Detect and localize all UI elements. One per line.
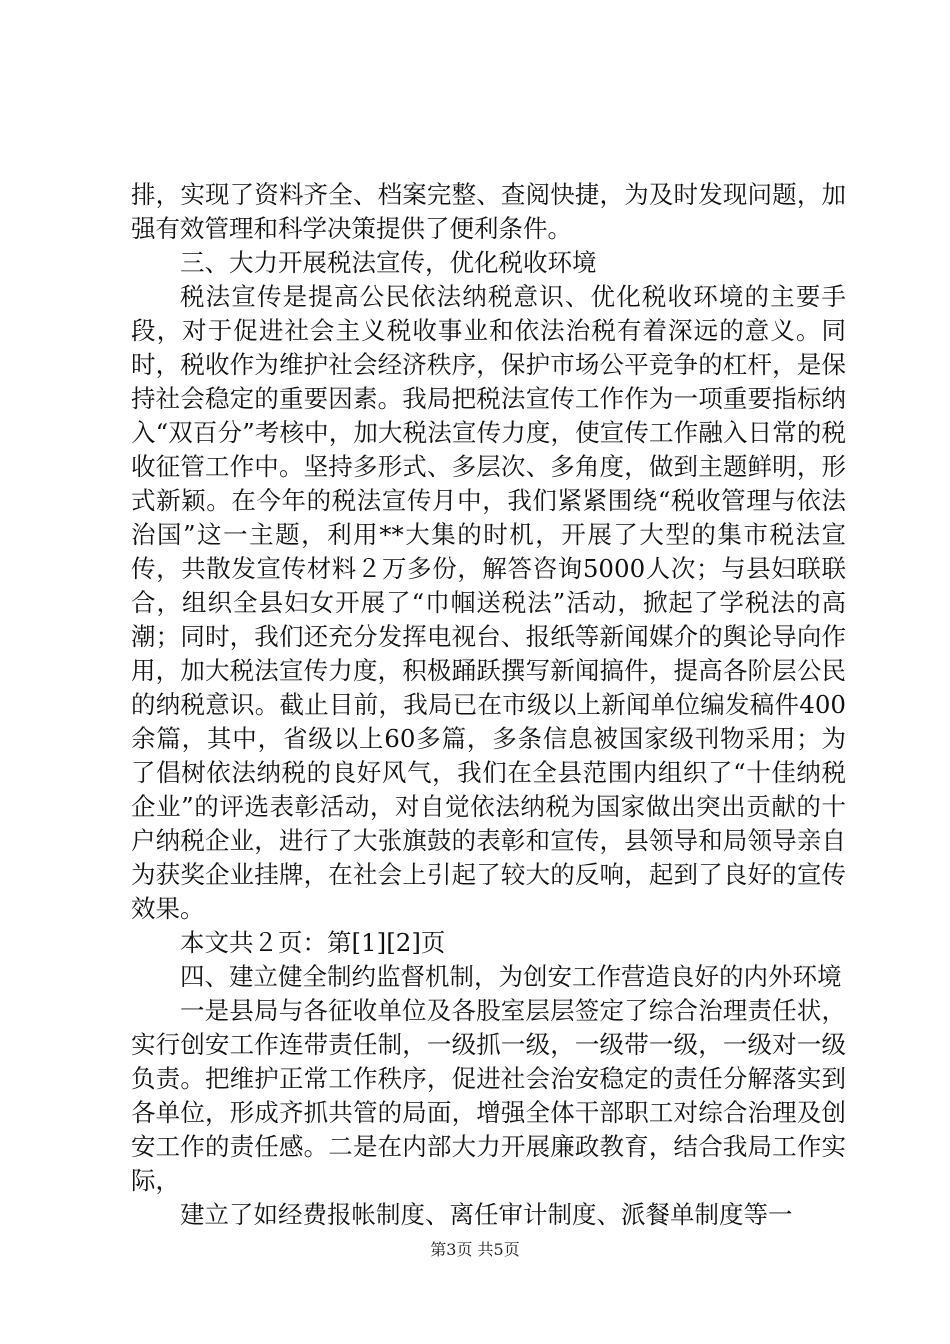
section-heading-3: 三、大力开展税法宣传，优化税收环境 — [180, 248, 597, 277]
section-heading-4: 四、建立健全制约监督机制，为创安工作营造良好的内外环境 — [180, 962, 842, 991]
page-navigation-text: 本文共２页：第[1][2]页 — [180, 928, 446, 957]
paragraph-rules: 建立了如经费报帐制度、离任审计制度、派餐单制度等一 — [180, 1200, 793, 1229]
paragraph-supervision: 一是县局与各征收单位及各股室层层签定了综合治理责任状，实行创安工作连带责任制，一级抓一级，一级带一级，一级对一级负责。把维护正常工作秩序，促进社会治安稳定的责任分解落实到各单位，形成齐抓共管的局面，增强全体干部职工对综合治理及创安工作的责任感。二是在内部大力开展廉政教育，结合我局工作实际， — [131, 996, 846, 1195]
document-body — [131, 178, 846, 1232]
paragraph-tax-publicity: 税法宣传是提高公民依法纳税意识、优化税收环境的主要手段，对于促进社会主义税收事业和依法治税有着深远的意义。同时，税收作为维护社会经济秩序，保护市场公平竞争的杠杆，是保持社会稳定的重要因素。我局把税法宣传工作作为一项重要指标纳入“双百分”考核中，加大税法宣传力度，使宣传工作融入日常的税收征管工作中。坚持多形式、多层次、多角度，做到主题鲜明，形式新颖。在今年的税法宣传月中，我们紧紧围绕“税收管理与依法治国”这一主题，利用**大集的时机，开展了大型的集市税法宣传，共散发宣传材料２万多份，解答咨询5000人次；与县妇联联合，组织全县妇女开展了“巾帼送税法”活动，掀起了学税法的高潮；同时，我们还充分发挥电视台、报纸等新闻媒介的舆论导向作用，加大税法宣传力度，积极踊跃撰写新闻搞件，提高各阶层公民的纳税意识。截止目前，我局已在市级以上新闻单位编发稿件400余篇，其中，省级以上60多篇，多条信息被国家级刊物采用；为了倡树依法纳税的良好风气，我们在全县范围内组织了“十佳纳税企业”的评选表彰活动，对自觉依法纳税为国家做出突出贡献的十户纳税企业，进行了大张旗鼓的表彰和宣传，县领导和局领导亲自为获奖企业挂牌，在社会上引起了较大的反响，起到了良好的宣传效果。 — [131, 282, 846, 923]
page-footer: 第3页 共5页 — [430, 1240, 520, 1259]
paragraph-continuation: 排，实现了资料齐全、档案完整、查阅快捷，为及时发现问题，加强有效管理和科学决策提供了便利条件。 — [131, 180, 846, 243]
